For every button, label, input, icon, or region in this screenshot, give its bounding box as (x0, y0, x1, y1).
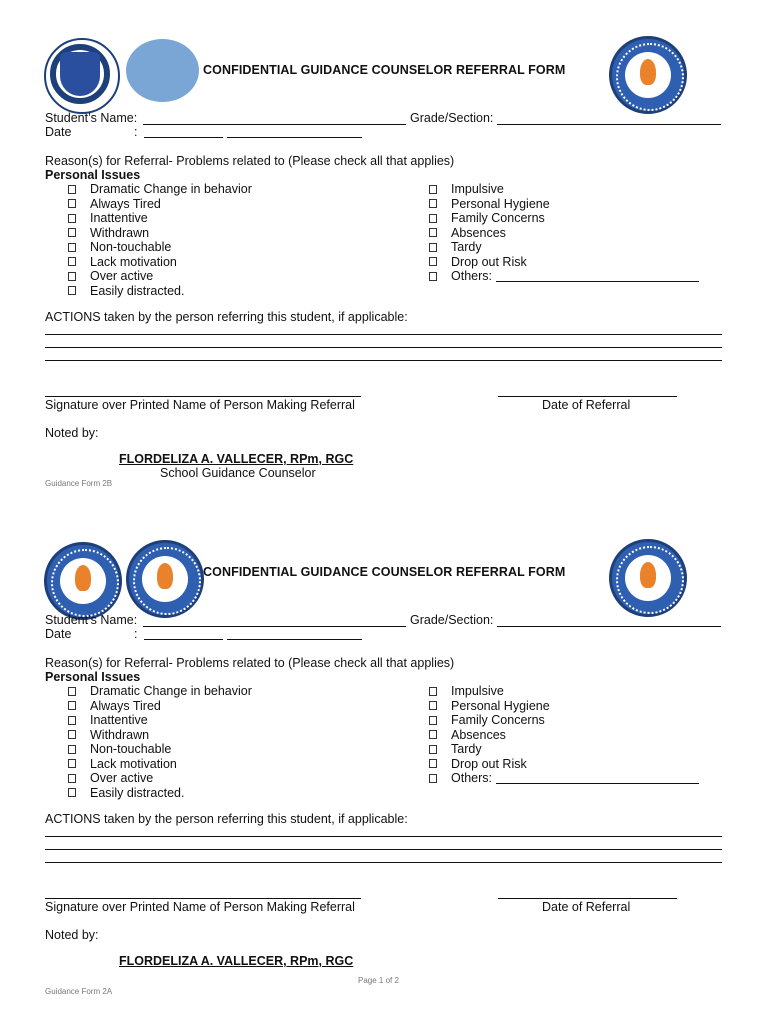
checkbox-icon[interactable] (429, 272, 437, 281)
actions-line[interactable] (45, 347, 722, 348)
actions-line[interactable] (45, 849, 722, 850)
grade-section-label: Grade/Section: (410, 613, 494, 627)
checkbox-icon[interactable] (68, 243, 76, 252)
reason-label: Reason(s) for Referral- Problems related to (Please check all that applies) (45, 154, 455, 168)
grade-section-label: Grade/Section: (410, 111, 494, 125)
checklist-item: Absences (451, 226, 506, 240)
deped-seal-icon (44, 38, 120, 114)
counselor-name: FLORDELIZA A. VALLECER, RPm, RGC (119, 452, 354, 466)
reason-label: Reason(s) for Referral- Problems related to (Please check all that applies) (45, 656, 455, 670)
school-seal-icon (44, 542, 122, 620)
student-name-field[interactable] (143, 124, 406, 125)
referral-form-top (0, 0, 768, 500)
personal-issues-label: Personal Issues (45, 670, 141, 684)
school-seal-icon (609, 539, 687, 617)
checkbox-icon[interactable] (68, 687, 76, 696)
checklist-item: Drop out Risk (451, 255, 527, 269)
checklist-item: Non-touchable (90, 742, 172, 756)
checklist-item: Family Concerns (451, 211, 545, 225)
checklist-item: Easily distracted. (90, 284, 185, 298)
checklist-item: Impulsive (451, 182, 504, 196)
checklist-item: Tardy (451, 742, 482, 756)
actions-label: ACTIONS taken by the person referring this student, if applicable: (45, 812, 408, 826)
checklist-item: Non-touchable (90, 240, 172, 254)
date-colon: : (134, 125, 138, 139)
date-field-2[interactable] (227, 137, 362, 138)
date-of-referral-field[interactable] (498, 898, 677, 899)
checkbox-icon[interactable] (429, 214, 437, 223)
checkbox-icon[interactable] (68, 185, 76, 194)
actions-line[interactable] (45, 334, 722, 335)
checkbox-icon[interactable] (68, 730, 76, 739)
checklist-item: Family Concerns (451, 713, 545, 727)
school-seal-icon (609, 36, 687, 114)
checklist-item: Withdrawn (90, 728, 150, 742)
form-title: CONFIDENTIAL GUIDANCE COUNSELOR REFERRAL FORM (203, 63, 566, 77)
noted-by-label: Noted by: (45, 928, 99, 942)
actions-line[interactable] (45, 836, 722, 837)
checklist-item: Impulsive (451, 684, 504, 698)
checkbox-icon[interactable] (429, 228, 437, 237)
date-colon: : (134, 627, 138, 641)
checkbox-icon[interactable] (68, 716, 76, 725)
grade-section-field[interactable] (497, 124, 721, 125)
actions-label: ACTIONS taken by the person referring this student, if applicable: (45, 310, 408, 324)
date-label: Date (45, 627, 72, 641)
signature-field[interactable] (45, 898, 361, 899)
checkbox-icon[interactable] (68, 257, 76, 266)
date-of-referral-label: Date of Referral (542, 900, 631, 914)
checklist-item: Personal Hygiene (451, 197, 550, 211)
others-field[interactable] (496, 281, 699, 282)
others-field[interactable] (496, 783, 699, 784)
checkbox-icon[interactable] (68, 774, 76, 783)
checkbox-icon[interactable] (429, 730, 437, 739)
checkbox-icon[interactable] (68, 214, 76, 223)
checklist-item: Withdrawn (90, 226, 150, 240)
checkbox-icon[interactable] (68, 272, 76, 281)
checklist-item: Others: (451, 771, 492, 785)
form-title: CONFIDENTIAL GUIDANCE COUNSELOR REFERRAL FORM (203, 565, 566, 579)
checklist-item: Easily distracted. (90, 786, 185, 800)
checkbox-icon[interactable] (429, 716, 437, 725)
student-name-field[interactable] (143, 626, 406, 627)
checklist-item: Always Tired (90, 197, 161, 211)
checklist-item: Dramatic Change in behavior (90, 182, 252, 196)
page-number: Page 1 of 2 (358, 976, 399, 985)
checkbox-icon[interactable] (429, 759, 437, 768)
actions-line[interactable] (45, 360, 722, 361)
checklist-item: Absences (451, 728, 506, 742)
date-field-2[interactable] (227, 639, 362, 640)
checklist-item: Over active (90, 771, 154, 785)
checklist-item: Dramatic Change in behavior (90, 684, 252, 698)
checkbox-icon[interactable] (429, 185, 437, 194)
counselor-name: FLORDELIZA A. VALLECER, RPm, RGC (119, 954, 354, 968)
signature-field[interactable] (45, 396, 361, 397)
school-seal-icon (126, 540, 204, 618)
checkbox-icon[interactable] (429, 701, 437, 710)
date-of-referral-label: Date of Referral (542, 398, 631, 412)
checkbox-icon[interactable] (429, 774, 437, 783)
checkbox-icon[interactable] (429, 687, 437, 696)
checklist-item: Inattentive (90, 713, 148, 727)
date-field-1[interactable] (144, 639, 223, 640)
checklist-item: Personal Hygiene (451, 699, 550, 713)
checkbox-icon[interactable] (68, 199, 76, 208)
student-name-label: Student’s Name: (45, 613, 138, 627)
signature-label: Signature over Printed Name of Person Making Referral (45, 398, 355, 412)
checklist-item: Lack motivation (90, 255, 177, 269)
date-label: Date (45, 125, 72, 139)
checklist-item: Tardy (451, 240, 482, 254)
checklist-item: Others: (451, 269, 492, 283)
checkbox-icon[interactable] (68, 788, 76, 797)
student-name-label: Student’s Name: (45, 111, 138, 125)
checklist-item: Inattentive (90, 211, 148, 225)
checkbox-icon[interactable] (429, 243, 437, 252)
actions-line[interactable] (45, 862, 722, 863)
checkbox-icon[interactable] (429, 257, 437, 266)
checklist-item: Lack motivation (90, 757, 177, 771)
checkbox-icon[interactable] (429, 745, 437, 754)
blue-oval-icon (126, 39, 199, 102)
date-of-referral-field[interactable] (498, 396, 677, 397)
counselor-title: School Guidance Counselor (160, 466, 316, 480)
checklist-item: Drop out Risk (451, 757, 527, 771)
checklist-item: Always Tired (90, 699, 161, 713)
signature-label: Signature over Printed Name of Person Making Referral (45, 900, 355, 914)
checkbox-icon[interactable] (68, 701, 76, 710)
checkbox-icon[interactable] (68, 745, 76, 754)
checkbox-icon[interactable] (68, 286, 76, 295)
checklist-item: Over active (90, 269, 154, 283)
checkbox-icon[interactable] (68, 228, 76, 237)
form-code: Guidance Form 2A (45, 987, 113, 996)
checkbox-icon[interactable] (429, 199, 437, 208)
noted-by-label: Noted by: (45, 426, 99, 440)
checkbox-icon[interactable] (68, 759, 76, 768)
grade-section-field[interactable] (497, 626, 721, 627)
form-code: Guidance Form 2B (45, 479, 113, 488)
date-field-1[interactable] (144, 137, 223, 138)
referral-form-bottom (0, 501, 768, 1001)
personal-issues-label: Personal Issues (45, 168, 141, 182)
